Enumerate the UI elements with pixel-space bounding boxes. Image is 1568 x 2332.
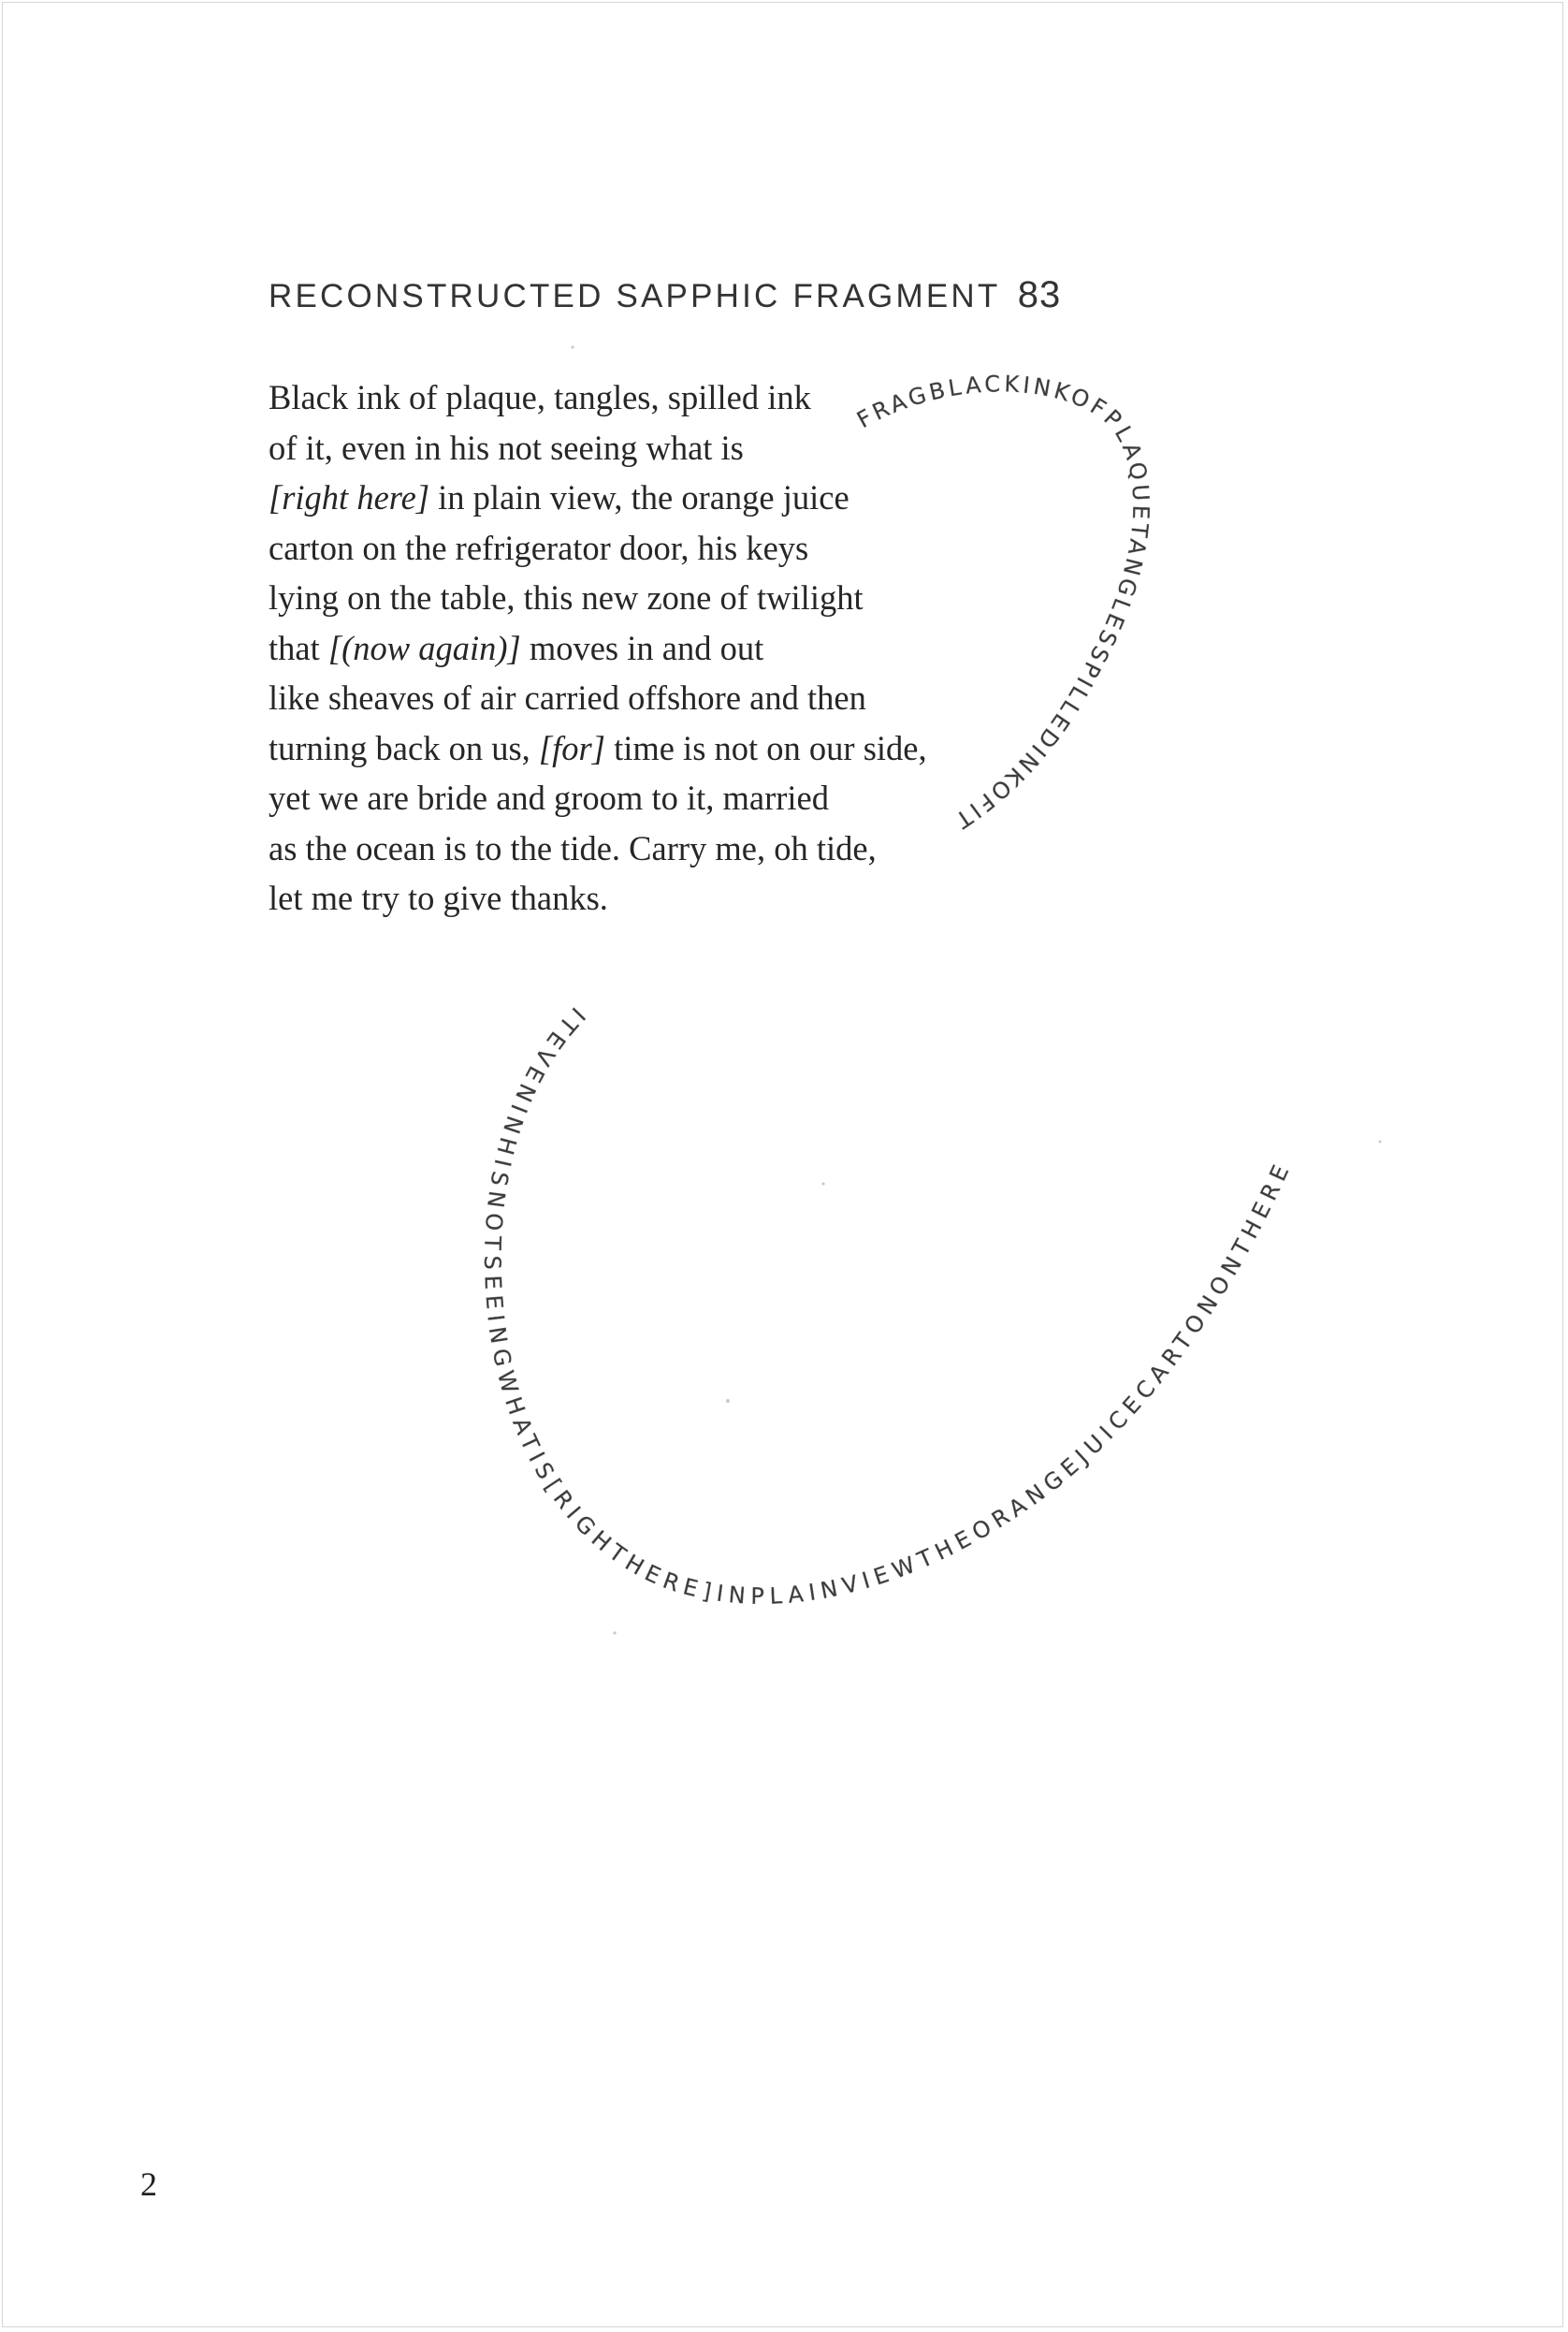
page-number: 2 bbox=[140, 2165, 157, 2203]
poem-text: in plain view, the orange juice bbox=[429, 478, 849, 517]
paper-speck bbox=[821, 1182, 824, 1185]
poem-text: like sheaves of air carried offshore and then bbox=[269, 678, 866, 717]
poem-text: carton on the refrigerator door, his keys bbox=[269, 528, 809, 567]
poem-text: as the ocean is to the tide. Carry me, oh tide, bbox=[269, 828, 877, 867]
poem-bracketed-phrase: [(now again)] bbox=[327, 628, 521, 667]
upper-arc-text: FRAGBLACKINKOFPLAQUETANGLESSPILLEDINKOFIT bbox=[852, 371, 1154, 834]
paper-speck bbox=[1379, 1141, 1382, 1144]
paper-speck bbox=[613, 1631, 616, 1634]
poem-text: that bbox=[269, 628, 328, 667]
poem-bracketed-phrase: [for] bbox=[538, 728, 605, 767]
poem-bracketed-phrase: [right here] bbox=[269, 478, 430, 517]
poem-text: let me try to give thanks. bbox=[269, 879, 608, 917]
paper-speck bbox=[726, 1399, 730, 1403]
lower-arc-text: ITEVENINHISNOTSEEINGWHATIS[RIGHTHERE]INPLAINVIEWTHEORANGEJUICECARTONONTHERE bbox=[479, 1001, 1295, 1610]
page-title-text: RECONSTRUCTED SAPPHIC FRAGMENT bbox=[269, 278, 1000, 314]
handwritten-lower-arc bbox=[479, 1002, 1295, 1610]
fragment-number: 83 bbox=[1017, 274, 1062, 315]
poem-text: lying on the table, this new zone of twilight bbox=[269, 578, 864, 617]
poem-text: of it, even in his not seeing what is bbox=[269, 428, 744, 467]
poem-text: time is not on our side, bbox=[604, 728, 927, 767]
paper-speck bbox=[571, 345, 573, 348]
poem-text: turning back on us, bbox=[269, 728, 539, 767]
poem-text: Black ink of plaque, tangles, spilled ink bbox=[269, 378, 811, 416]
handwritten-upper-arc bbox=[852, 371, 1154, 834]
poem-text: moves in and out bbox=[520, 628, 764, 667]
poem-text: yet we are bride and groom to it, married bbox=[269, 779, 829, 817]
